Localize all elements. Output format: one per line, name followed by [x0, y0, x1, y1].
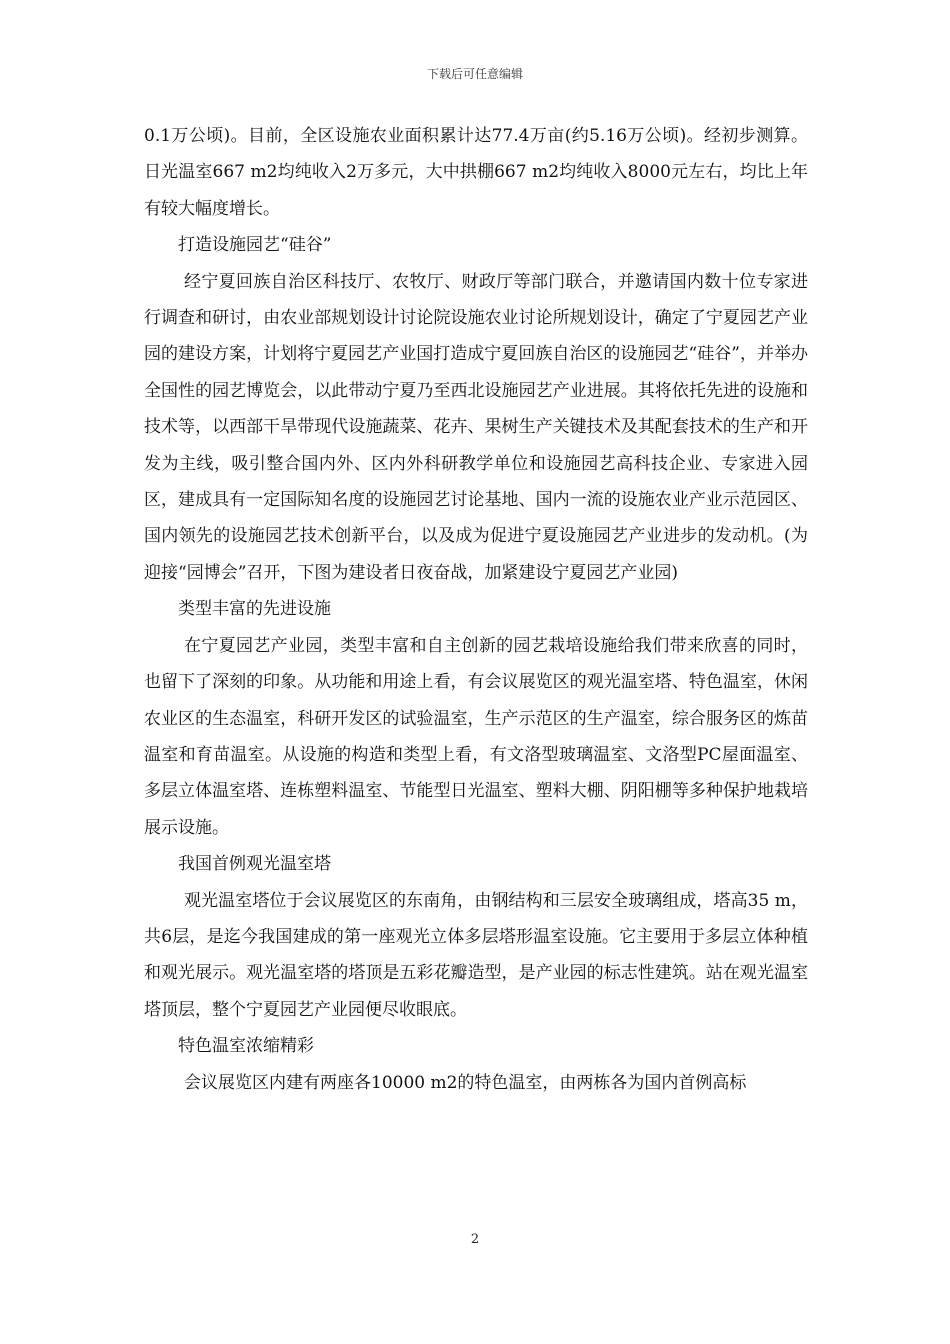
- paragraph-special-greenhouse: 会议展览区内建有两座各10000 m2的特色温室，由两栋各为国内首例高标: [184, 1072, 747, 1093]
- paragraph-continuation: 0.1万公顷)。目前，全区设施农业面积累计达77.4万亩(约5.16万公顷)。经初步测算。日光温室667 m2均纯收入2万多元，大中拱棚667 m2均纯收入8000元左右，均比上年有较大幅度增长。: [144, 126, 808, 219]
- section-heading-greenhouse-tower: 我国首例观光温室塔: [178, 854, 331, 875]
- document-body: [144, 118, 808, 1101]
- paragraph-tower-description: 观光温室塔位于会议展览区的东南角，由钢结构和三层安全玻璃组成，塔高35 m，共6层，是迄今我国建成的第一座观光立体多层塔形温室设施。它主要用于多层立体种植和观光展示。观光温室塔的塔顶是五彩花瓣造型，是产业园的标志性建筑。站在观光温室塔顶层，整个宁夏园艺产业园便尽收眼底。: [144, 890, 808, 1020]
- section-heading-silicon-valley: 打造设施园艺“硅谷”: [178, 235, 332, 256]
- section-heading-special-greenhouse: 特色温室浓缩精彩: [178, 1036, 314, 1057]
- page-header: 下载后可任意编辑: [426, 67, 523, 81]
- page-number: 2: [470, 1232, 480, 1247]
- paragraph-facility-types: 在宁夏园艺产业园，类型丰富和自主创新的园艺栽培设施给我们带来欣喜的同时，也留下了深刻的印象。从功能和用途上看，有会议展览区的观光温室塔、特色温室，休闲农业区的生态温室，科研开发区的试验温室，生产示范区的生产温室，综合服务区的炼苗温室和育苗温室。从设施的构造和类型上看，有文洛型玻璃温室、文洛型PC屋面温室、多层立体温室塔、连栋塑料温室、节能型日光温室、塑料大棚、阴阳棚等多种保护地栽培展示设施。: [144, 635, 808, 838]
- paragraph-park-plan: 经宁夏回族自治区科技厅、农牧厅、财政厅等部门联合，并邀请国内数十位专家进行调查和研讨，由农业部规划设计讨论院设施农业讨论所规划设计，确定了宁夏园艺产业园的建设方案，计划将宁夏园艺产业国打造成宁夏回族自治区的设施园艺“硅谷”，并举办全国性的园艺博览会，以此带动宁夏乃至西北设施园艺产业进展。其将依托先进的设施和技术等，以西部干旱带现代设施蔬菜、花卉、果树生产关键技术及其配套技术的生产和开发为主线，吸引整合国内外、区内外科研教学单位和设施园艺高科技企业、专家进入园区，建成具有一定国际知名度的设施园艺讨论基地、国内一流的设施农业产业示范园区、国内领先的设施园艺技术创新平台，以及成为促进宁夏设施园艺产业进步的发动机。(为迎接“园博会”召开，下图为建设者日夜奋战，加紧建设宁夏园艺产业园): [144, 271, 808, 583]
- section-heading-advanced-facilities: 类型丰富的先进设施: [178, 599, 331, 620]
